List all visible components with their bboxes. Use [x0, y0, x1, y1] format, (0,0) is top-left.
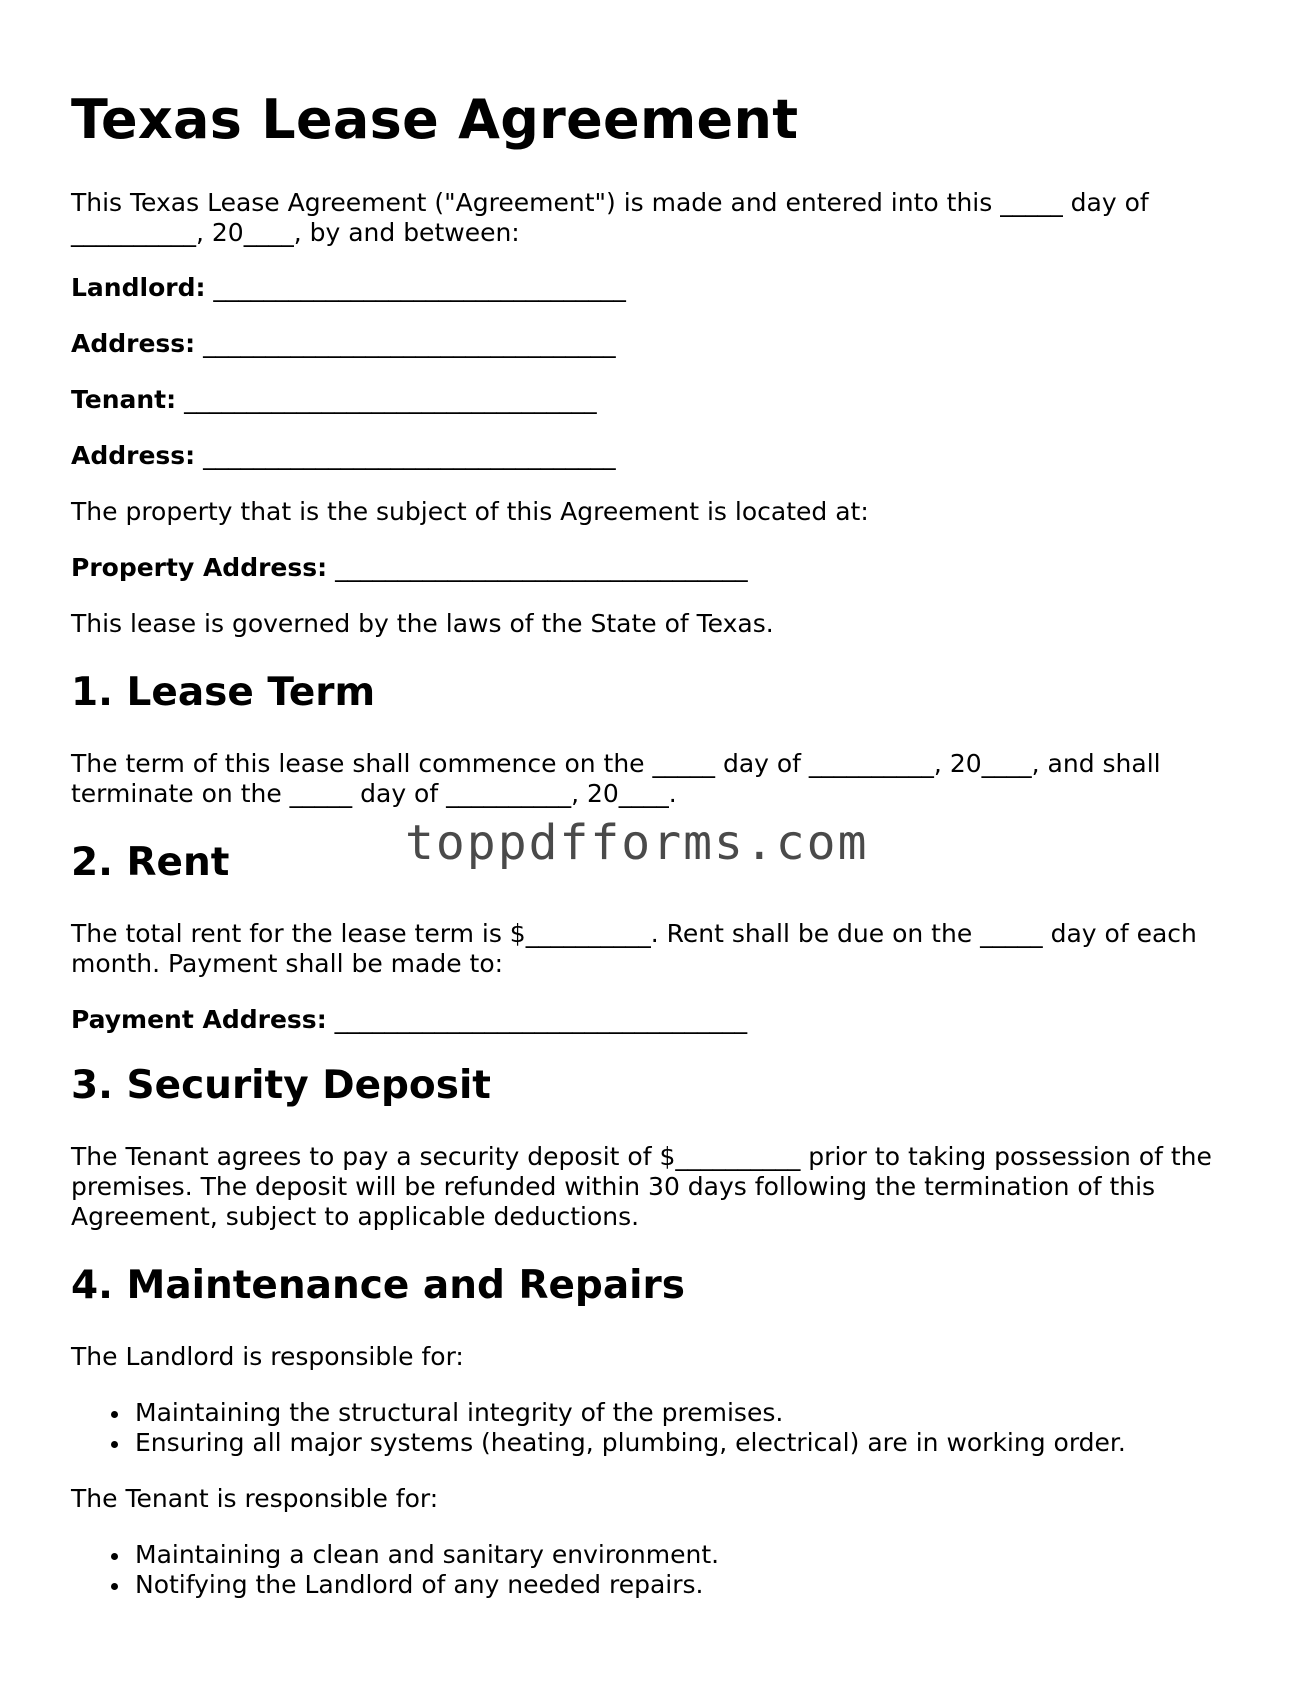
list-item: Notifying the Landlord of any needed repairs.: [71, 1570, 719, 1600]
list-item: Ensuring all major systems (heating, plumbing, electrical) are in working order.: [71, 1428, 1126, 1458]
list-item: Maintaining the structural integrity of the premises.: [71, 1398, 1126, 1428]
landlord-address-blank[interactable]: _________________________________: [203, 329, 616, 358]
security-deposit-line-1: The Tenant agrees to pay a security deposit of $__________ prior to taking possession of the: [71, 1142, 1212, 1171]
rent-line-1: The total rent for the lease term is $__________. Rent shall be due on the _____ day of each: [71, 919, 1197, 948]
security-deposit-line-3: Agreement, subject to applicable deductions.: [71, 1202, 640, 1231]
security-deposit-line-2: premises. The deposit will be refunded within 30 days following the termination of this: [71, 1172, 1156, 1201]
tenant-label: Tenant:: [71, 385, 177, 414]
document-title: Texas Lease Agreement: [71, 88, 799, 151]
section-security-deposit-heading: 3. Security Deposit: [71, 1063, 491, 1108]
landlord-address-label: Address:: [71, 329, 196, 358]
watermark: toppdfforms.com: [405, 815, 869, 871]
payment-address-field[interactable]: [71, 1005, 747, 1035]
list-item: Maintaining a clean and sanitary environment.: [71, 1540, 719, 1570]
lease-term-line-1: The term of this lease shall commence on the _____ day of __________, 20____, and shall: [71, 749, 1161, 778]
intro-line-2: __________, 20____, by and between:: [71, 218, 520, 247]
property-address-label: Property Address:: [71, 553, 328, 582]
landlord-blank[interactable]: _________________________________: [213, 273, 626, 302]
landlord-responsibilities-intro: The Landlord is responsible for:: [71, 1342, 464, 1371]
tenant-address-blank[interactable]: _________________________________: [203, 441, 616, 470]
tenant-blank[interactable]: _________________________________: [184, 385, 597, 414]
section-rent-heading: 2. Rent: [71, 840, 230, 885]
intro-line-1: This Texas Lease Agreement ("Agreement") is made and entered into this _____ day of: [71, 188, 1149, 217]
lease-term-line-2: terminate on the _____ day of __________, 20____.: [71, 779, 677, 808]
governing-law: This lease is governed by the laws of the State of Texas.: [71, 609, 774, 638]
section-lease-term-heading: 1. Lease Term: [71, 670, 376, 715]
rent-line-2: month. Payment shall be made to:: [71, 949, 504, 978]
tenant-address-field[interactable]: [71, 441, 616, 471]
payment-address-blank[interactable]: _________________________________: [334, 1005, 748, 1034]
tenant-field[interactable]: [71, 385, 597, 415]
landlord-address-field[interactable]: [71, 329, 616, 359]
property-intro: The property that is the subject of this Agreement is located at:: [71, 497, 869, 526]
property-address-field[interactable]: [71, 553, 748, 583]
landlord-label: Landlord:: [71, 273, 206, 302]
tenant-responsibilities-intro: The Tenant is responsible for:: [71, 1484, 439, 1513]
tenant-responsibilities-list: [71, 1540, 719, 1600]
landlord-responsibilities-list: [71, 1398, 1126, 1458]
tenant-address-label: Address:: [71, 441, 196, 470]
landlord-field[interactable]: [71, 273, 626, 303]
payment-address-label: Payment Address:: [71, 1005, 327, 1034]
section-maintenance-heading: 4. Maintenance and Repairs: [71, 1263, 685, 1308]
property-address-blank[interactable]: _________________________________: [335, 553, 748, 582]
